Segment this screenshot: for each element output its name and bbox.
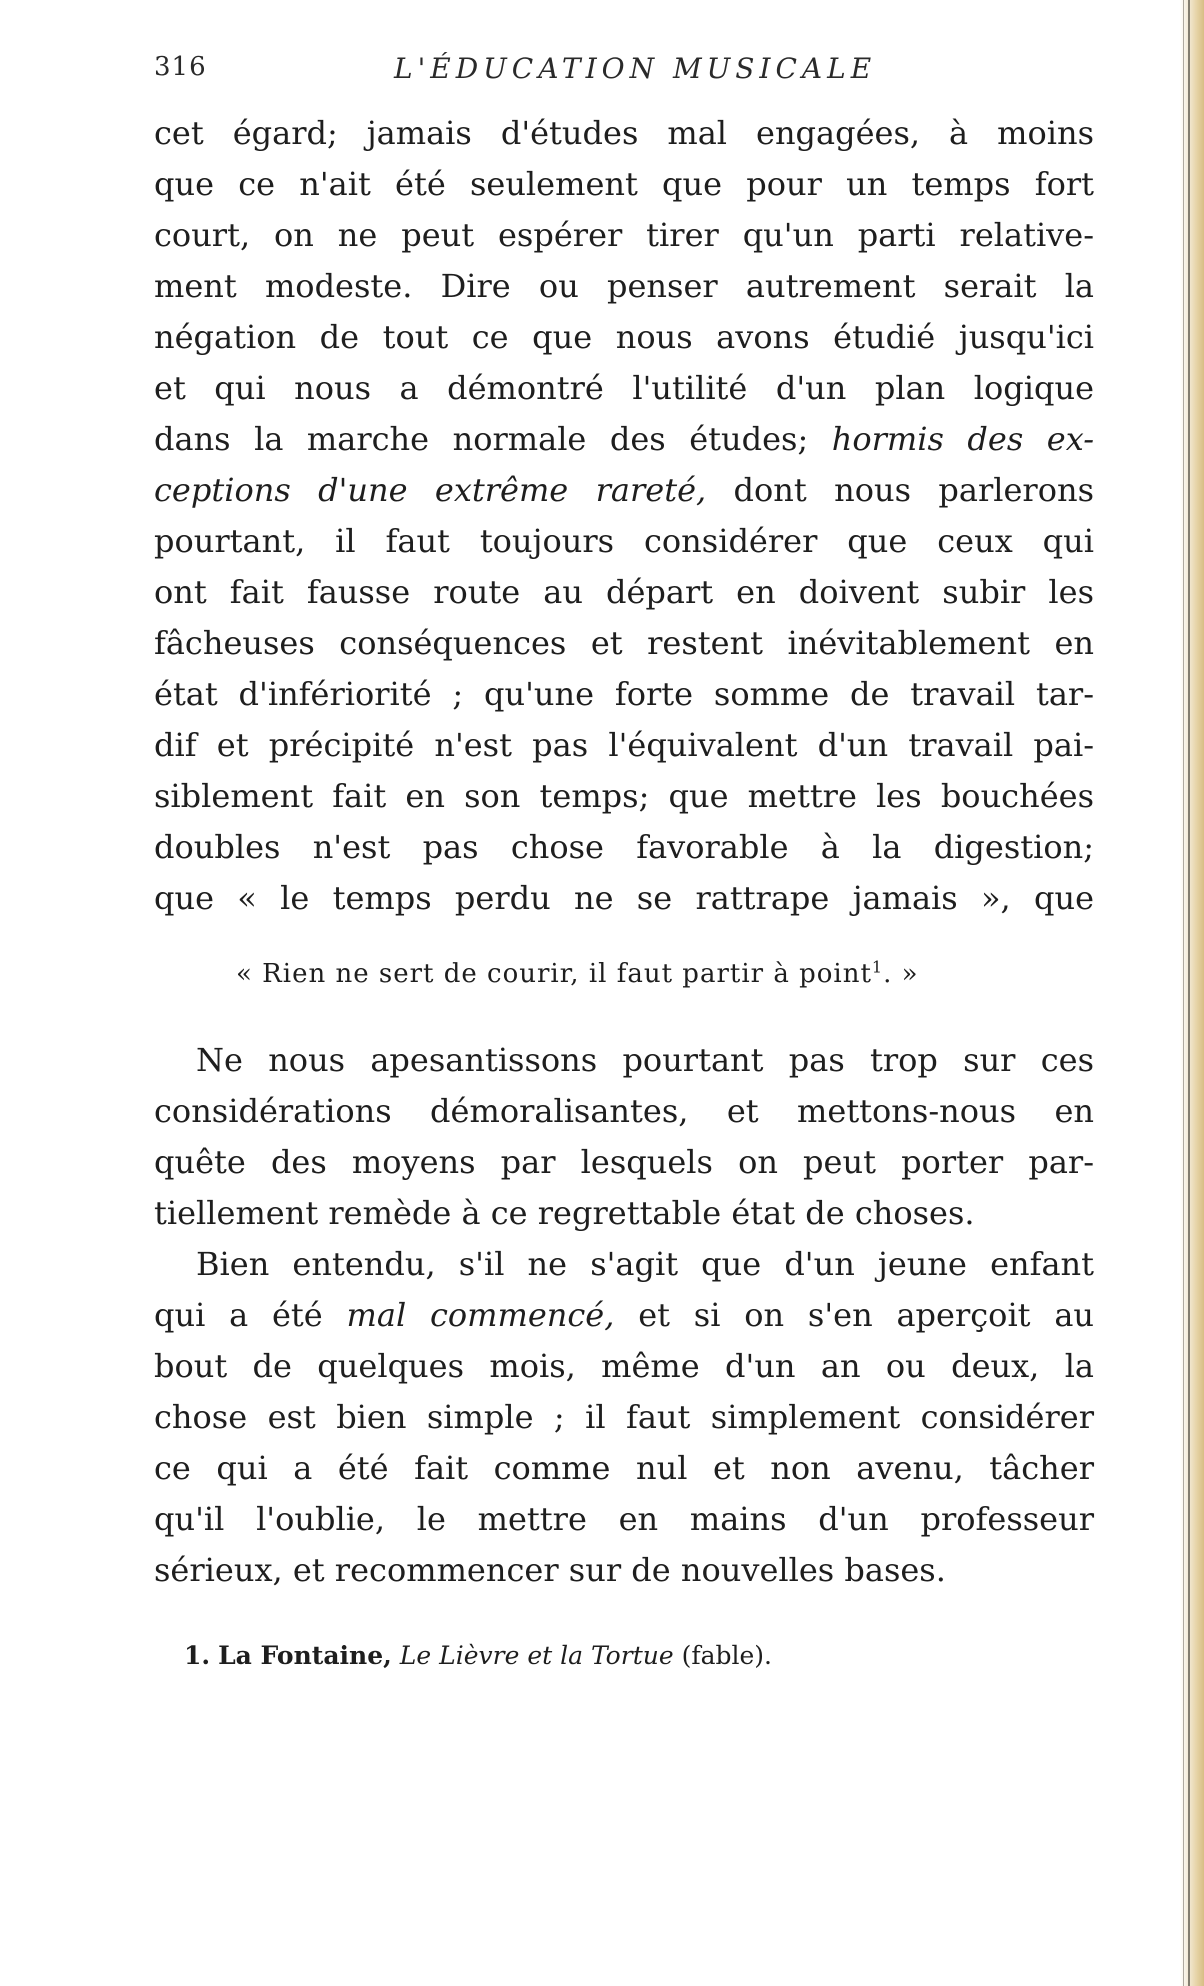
text-run: dont nous parlerons bbox=[706, 471, 1095, 509]
text-line bbox=[154, 1290, 1094, 1341]
paragraph-2 bbox=[154, 1035, 1094, 1239]
text-line: court, on ne peut espérer tirer qu'un parti relative- bbox=[154, 216, 1094, 254]
italic-run: ceptions d'une extrême rareté, bbox=[154, 471, 707, 509]
text-line: bout de quelques mois, même d'un an ou deux, la bbox=[154, 1347, 1094, 1385]
text-line bbox=[154, 414, 1094, 465]
page-edge-line bbox=[1188, 0, 1190, 1986]
paragraph-3 bbox=[154, 1239, 1094, 1596]
text-line: cet égard; jamais d'études mal engagées, à moins bbox=[154, 114, 1094, 152]
italic-run: hormis des ex- bbox=[831, 420, 1095, 458]
quote-closing: . » bbox=[883, 959, 919, 989]
text-line: Ne nous apesantissons pourtant pas trop sur ces bbox=[196, 1041, 1094, 1079]
text-line: ce qui a été fait comme nul et non avenu, tâcher bbox=[154, 1449, 1094, 1487]
footnote-work-title: Le Lièvre et la Tortue bbox=[399, 1641, 674, 1670]
text-line bbox=[154, 465, 1094, 516]
footnote-author: La Fontaine, bbox=[218, 1641, 392, 1670]
text-line: que ce n'ait été seulement que pour un temps fort bbox=[154, 165, 1094, 203]
text-line: Bien entendu, s'il ne s'agit que d'un jeune enfant bbox=[196, 1245, 1094, 1283]
text-line: doubles n'est pas chose favorable à la digestion; bbox=[154, 828, 1094, 866]
running-title: L'ÉDUCATION MUSICALE bbox=[394, 52, 877, 85]
text-line: qu'il l'oublie, le mettre en mains d'un professeur bbox=[154, 1500, 1094, 1538]
verse-quote bbox=[236, 959, 919, 989]
page-header bbox=[154, 52, 1098, 96]
footnote-note: (fable). bbox=[681, 1641, 772, 1670]
text-line: quête des moyens par lesquels on peut porter par- bbox=[154, 1143, 1094, 1181]
text-line: chose est bien simple ; il faut simplement considérer bbox=[154, 1398, 1094, 1436]
text-line: ment modeste. Dire ou penser autrement serait la bbox=[154, 267, 1094, 305]
text-line: considérations démoralisantes, et mettons-nous en bbox=[154, 1092, 1094, 1130]
text-line: tiellement remède à ce regrettable état de choses. bbox=[154, 1194, 975, 1232]
text-line: état d'infériorité ; qu'une forte somme de travail tar- bbox=[154, 675, 1094, 713]
text-line: négation de tout ce que nous avons étudié jusqu'ici bbox=[154, 318, 1094, 356]
footnote bbox=[184, 1641, 772, 1670]
text-run: qui a été bbox=[154, 1296, 347, 1334]
text-line: siblement fait en son temps; que mettre les bouchées bbox=[154, 777, 1094, 815]
text-line: ont fait fausse route au départ en doivent subir les bbox=[154, 573, 1094, 611]
text-line: dif et précipité n'est pas l'équivalent d'un travail pai- bbox=[154, 726, 1094, 764]
text-line: que « le temps perdu ne se rattrape jamais », que bbox=[154, 879, 1094, 917]
text-run: et si on s'en aperçoit au bbox=[614, 1296, 1095, 1334]
text-line: et qui nous a démontré l'utilité d'un plan logique bbox=[154, 369, 1094, 407]
text-run: dans la marche normale des études; bbox=[154, 420, 832, 458]
footnote-marker: 1 bbox=[871, 957, 884, 977]
text-line: sérieux, et recommencer sur de nouvelles bases. bbox=[154, 1551, 946, 1589]
text-line: pourtant, il faut toujours considérer que ceux qui bbox=[154, 522, 1094, 560]
footnote-number: 1. bbox=[184, 1641, 211, 1670]
paragraph-1 bbox=[154, 108, 1094, 924]
text-line: fâcheuses conséquences et restent inévitablement en bbox=[154, 624, 1094, 662]
quote-text: « Rien ne sert de courir, il faut partir à point bbox=[236, 959, 872, 989]
page-edge-line-thin bbox=[1183, 0, 1184, 1986]
italic-run: mal commencé, bbox=[346, 1296, 615, 1334]
page-number: 316 bbox=[154, 52, 207, 82]
